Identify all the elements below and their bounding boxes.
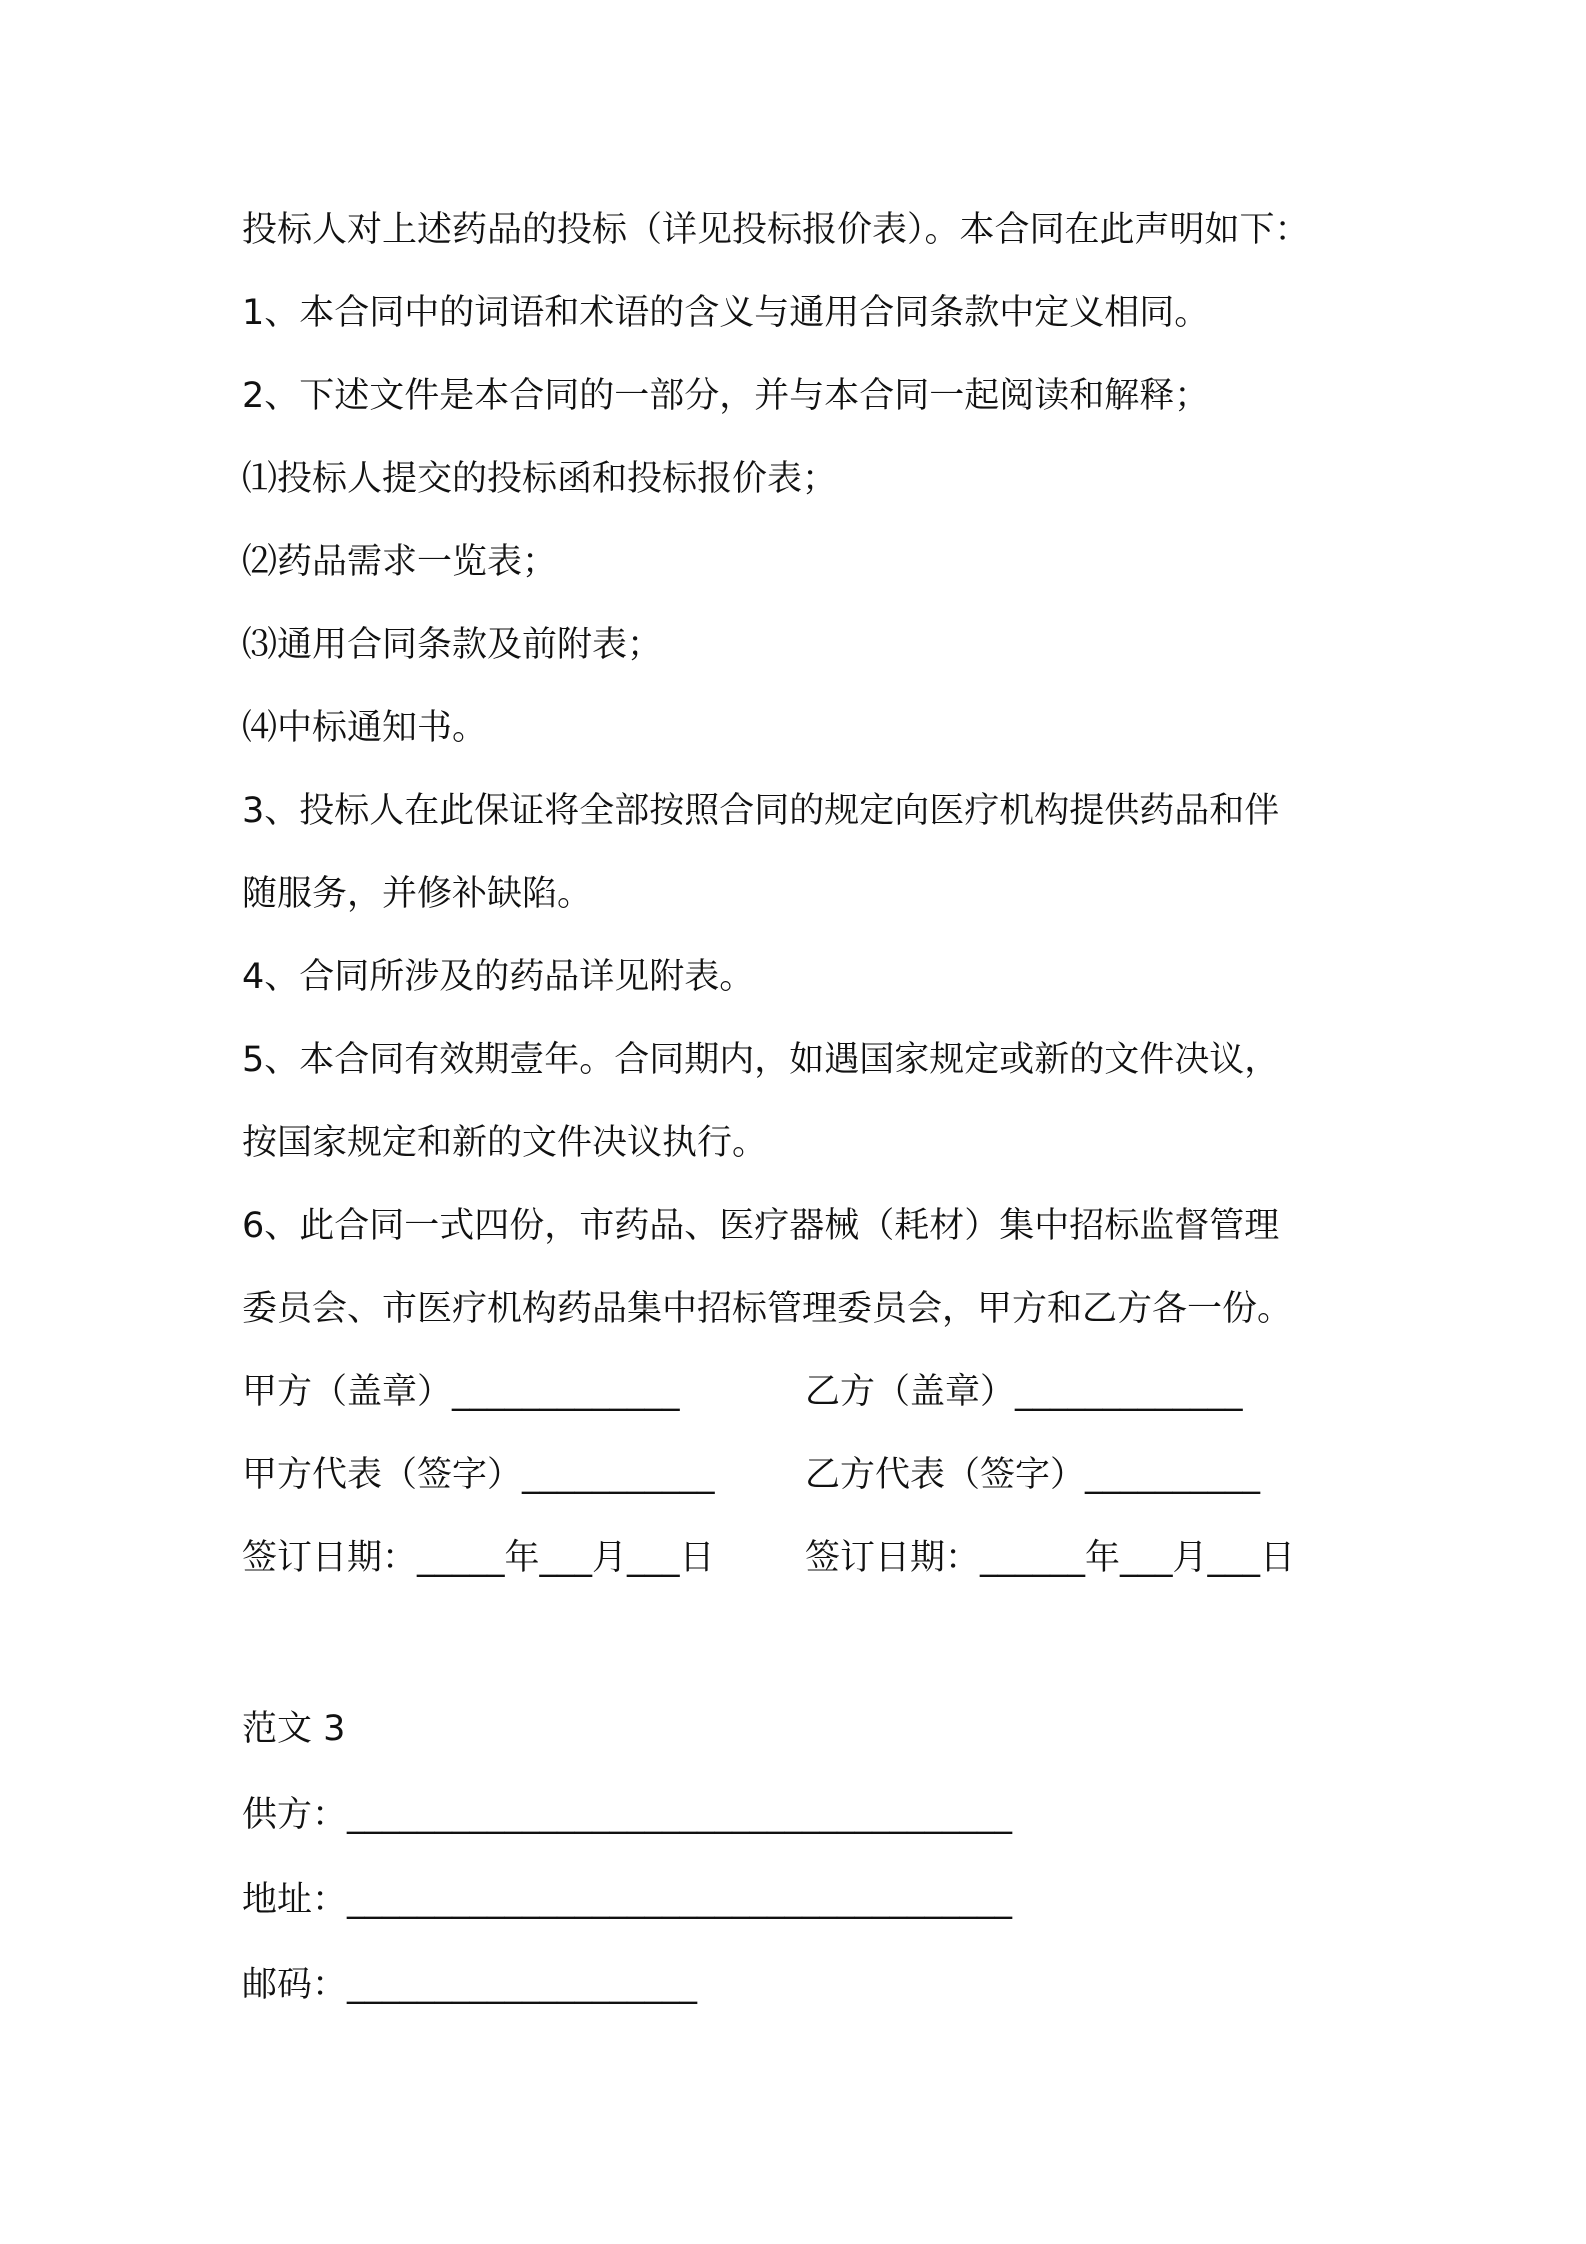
- clause-1: 1、本合同中的词语和术语的含义与通用合同条款中定义相同。: [242, 293, 1210, 333]
- clause-6-line-1: 6、此合同一式四份，市药品、医疗器械（耗材）集中招标监督管理: [242, 1206, 1280, 1246]
- clause-2: 2、下述文件是本合同的一部分，并与本合同一起阅读和解释；: [242, 376, 1210, 416]
- supplier-field: 供方：______________________________________: [242, 1795, 1013, 1835]
- party-a-seal-field: 甲方（盖章）_____________: [242, 1372, 680, 1412]
- clause-3-line-1: 3、投标人在此保证将全部按照合同的规定向医疗机构提供药品和伴: [242, 791, 1280, 831]
- sample-3-heading: 范文 3: [242, 1709, 346, 1749]
- clause-2-item-4: ⑷中标通知书。: [242, 708, 488, 748]
- party-b-seal-field: 乙方（盖章）_____________: [805, 1372, 1243, 1412]
- party-a-rep-field: 甲方代表（签字）___________: [242, 1455, 715, 1495]
- party-b-rep-field: 乙方代表（签字）__________: [805, 1455, 1261, 1495]
- clause-5-line-2: 按国家规定和新的文件决议执行。: [242, 1123, 768, 1163]
- paragraph-intro: 投标人对上述药品的投标（详见投标报价表）。本合同在此声明如下：: [242, 210, 1310, 250]
- address-field: 地址：______________________________________: [242, 1880, 1013, 1920]
- party-a-date-field: 签订日期：_____年___月___日: [242, 1538, 715, 1578]
- postcode-field: 邮码：____________________: [242, 1965, 698, 2005]
- clause-2-item-3: ⑶通用合同条款及前附表；: [242, 625, 663, 665]
- clause-5-line-1: 5、本合同有效期壹年。合同期内，如遇国家规定或新的文件决议，: [242, 1040, 1280, 1080]
- clause-2-item-1: ⑴投标人提交的投标函和投标报价表；: [242, 459, 838, 499]
- clause-2-item-2: ⑵药品需求一览表；: [242, 542, 558, 582]
- clause-6-line-2: 委员会、市医疗机构药品集中招标管理委员会，甲方和乙方各一份。: [242, 1289, 1293, 1329]
- party-b-date-field: 签订日期：______年___月___日: [805, 1538, 1296, 1578]
- clause-4: 4、合同所涉及的药品详见附表。: [242, 957, 755, 997]
- clause-3-line-2: 随服务，并修补缺陷。: [242, 874, 593, 914]
